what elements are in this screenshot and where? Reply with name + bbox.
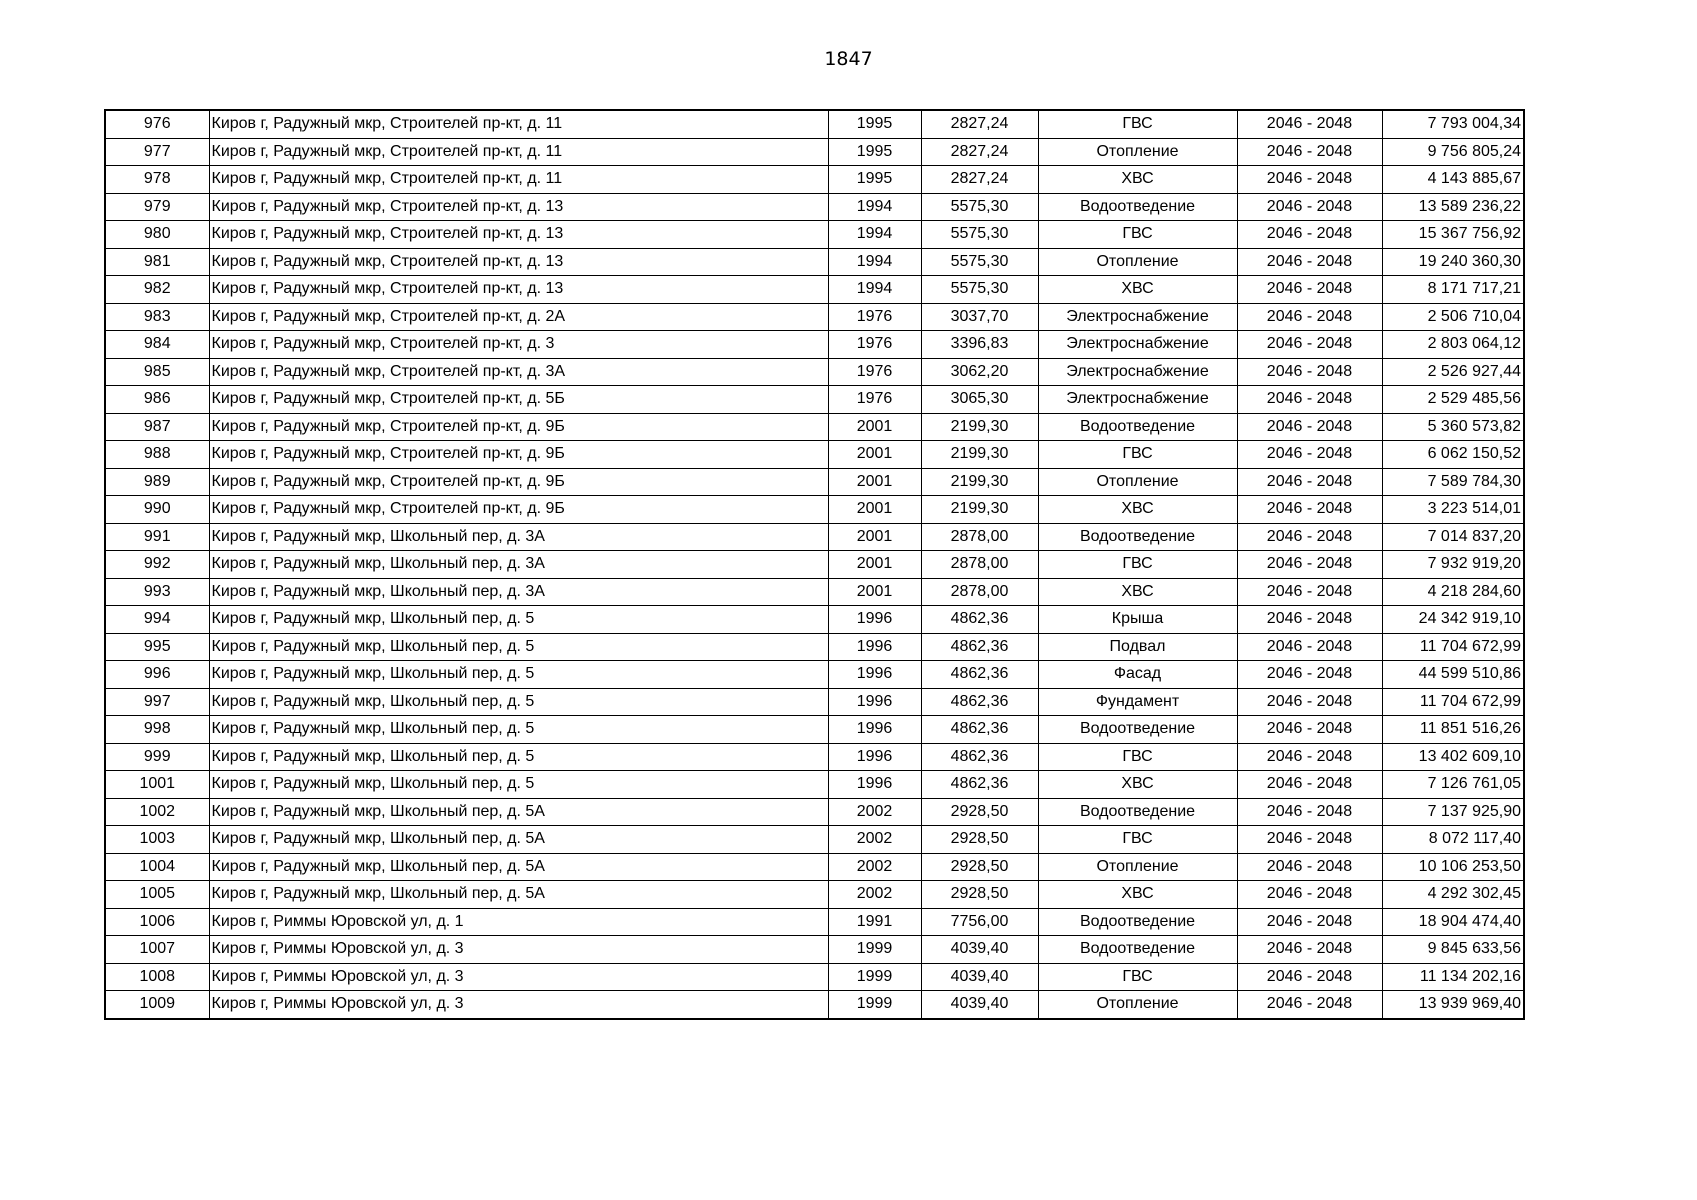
work-type-cell: ГВС bbox=[1038, 551, 1237, 579]
year-built-cell: 1995 bbox=[828, 110, 921, 138]
address-cell: Киров г, Риммы Юровской ул, д. 3 bbox=[209, 963, 828, 991]
year-built-cell: 1976 bbox=[828, 358, 921, 386]
address-cell: Киров г, Риммы Юровской ул, д. 1 bbox=[209, 908, 828, 936]
row-number-cell: 995 bbox=[105, 633, 209, 661]
row-number-cell: 1009 bbox=[105, 991, 209, 1019]
area-cell: 2827,24 bbox=[921, 166, 1038, 194]
period-cell: 2046 - 2048 bbox=[1237, 908, 1382, 936]
area-cell: 2928,50 bbox=[921, 853, 1038, 881]
cost-cell: 7 126 761,05 bbox=[1382, 771, 1524, 799]
year-built-cell: 1994 bbox=[828, 276, 921, 304]
cost-cell: 11 704 672,99 bbox=[1382, 688, 1524, 716]
area-cell: 2878,00 bbox=[921, 523, 1038, 551]
cost-cell: 4 143 885,67 bbox=[1382, 166, 1524, 194]
address-cell: Киров г, Радужный мкр, Строителей пр-кт, д. 3 bbox=[209, 331, 828, 359]
table-row bbox=[105, 826, 1524, 854]
cost-cell: 9 845 633,56 bbox=[1382, 936, 1524, 964]
period-cell: 2046 - 2048 bbox=[1237, 110, 1382, 138]
row-number-cell: 1007 bbox=[105, 936, 209, 964]
period-cell: 2046 - 2048 bbox=[1237, 138, 1382, 166]
period-cell: 2046 - 2048 bbox=[1237, 688, 1382, 716]
address-cell: Киров г, Радужный мкр, Строителей пр-кт, д. 9Б bbox=[209, 468, 828, 496]
row-number-cell: 1006 bbox=[105, 908, 209, 936]
area-cell: 3396,83 bbox=[921, 331, 1038, 359]
area-cell: 2199,30 bbox=[921, 468, 1038, 496]
area-cell: 4862,36 bbox=[921, 743, 1038, 771]
area-cell: 4862,36 bbox=[921, 688, 1038, 716]
area-cell: 2827,24 bbox=[921, 110, 1038, 138]
row-number-cell: 977 bbox=[105, 138, 209, 166]
address-cell: Киров г, Радужный мкр, Строителей пр-кт, д. 13 bbox=[209, 248, 828, 276]
row-number-cell: 978 bbox=[105, 166, 209, 194]
work-type-cell: Фундамент bbox=[1038, 688, 1237, 716]
area-cell: 4862,36 bbox=[921, 633, 1038, 661]
work-type-cell: Отопление bbox=[1038, 468, 1237, 496]
area-cell: 2878,00 bbox=[921, 551, 1038, 579]
period-cell: 2046 - 2048 bbox=[1237, 991, 1382, 1019]
period-cell: 2046 - 2048 bbox=[1237, 661, 1382, 689]
period-cell: 2046 - 2048 bbox=[1237, 386, 1382, 414]
address-cell: Киров г, Радужный мкр, Школьный пер, д. 5 bbox=[209, 661, 828, 689]
address-cell: Киров г, Радужный мкр, Строителей пр-кт, д. 13 bbox=[209, 276, 828, 304]
area-cell: 3065,30 bbox=[921, 386, 1038, 414]
work-type-cell: Электроснабжение bbox=[1038, 303, 1237, 331]
area-cell: 4862,36 bbox=[921, 606, 1038, 634]
table-row bbox=[105, 551, 1524, 579]
period-cell: 2046 - 2048 bbox=[1237, 881, 1382, 909]
address-cell: Киров г, Радужный мкр, Школьный пер, д. 5 bbox=[209, 606, 828, 634]
period-cell: 2046 - 2048 bbox=[1237, 853, 1382, 881]
row-number-cell: 993 bbox=[105, 578, 209, 606]
address-cell: Киров г, Риммы Юровской ул, д. 3 bbox=[209, 936, 828, 964]
row-number-cell: 987 bbox=[105, 413, 209, 441]
work-type-cell: Водоотведение bbox=[1038, 716, 1237, 744]
period-cell: 2046 - 2048 bbox=[1237, 303, 1382, 331]
area-cell: 3037,70 bbox=[921, 303, 1038, 331]
cost-cell: 7 932 919,20 bbox=[1382, 551, 1524, 579]
cost-cell: 13 939 969,40 bbox=[1382, 991, 1524, 1019]
work-type-cell: ХВС bbox=[1038, 166, 1237, 194]
table-row bbox=[105, 248, 1524, 276]
work-type-cell: Водоотведение bbox=[1038, 908, 1237, 936]
period-cell: 2046 - 2048 bbox=[1237, 413, 1382, 441]
area-cell: 5575,30 bbox=[921, 276, 1038, 304]
row-number-cell: 979 bbox=[105, 193, 209, 221]
table-row bbox=[105, 276, 1524, 304]
cost-cell: 24 342 919,10 bbox=[1382, 606, 1524, 634]
table-row bbox=[105, 606, 1524, 634]
address-cell: Киров г, Радужный мкр, Строителей пр-кт, д. 9Б bbox=[209, 496, 828, 524]
year-built-cell: 2002 bbox=[828, 826, 921, 854]
address-cell: Киров г, Радужный мкр, Школьный пер, д. 5А bbox=[209, 798, 828, 826]
cost-cell: 5 360 573,82 bbox=[1382, 413, 1524, 441]
table-row bbox=[105, 798, 1524, 826]
work-type-cell: ХВС bbox=[1038, 496, 1237, 524]
year-built-cell: 1991 bbox=[828, 908, 921, 936]
row-number-cell: 976 bbox=[105, 110, 209, 138]
cost-cell: 9 756 805,24 bbox=[1382, 138, 1524, 166]
row-number-cell: 998 bbox=[105, 716, 209, 744]
work-type-cell: Водоотведение bbox=[1038, 413, 1237, 441]
address-cell: Киров г, Радужный мкр, Школьный пер, д. 5А bbox=[209, 826, 828, 854]
cost-cell: 4 292 302,45 bbox=[1382, 881, 1524, 909]
year-built-cell: 1996 bbox=[828, 743, 921, 771]
cost-cell: 8 072 117,40 bbox=[1382, 826, 1524, 854]
work-type-cell: Водоотведение bbox=[1038, 798, 1237, 826]
period-cell: 2046 - 2048 bbox=[1237, 633, 1382, 661]
period-cell: 2046 - 2048 bbox=[1237, 606, 1382, 634]
area-cell: 4039,40 bbox=[921, 991, 1038, 1019]
period-cell: 2046 - 2048 bbox=[1237, 963, 1382, 991]
cost-cell: 7 014 837,20 bbox=[1382, 523, 1524, 551]
cost-cell: 7 589 784,30 bbox=[1382, 468, 1524, 496]
row-number-cell: 982 bbox=[105, 276, 209, 304]
year-built-cell: 2001 bbox=[828, 441, 921, 469]
table-row bbox=[105, 166, 1524, 194]
row-number-cell: 1001 bbox=[105, 771, 209, 799]
period-cell: 2046 - 2048 bbox=[1237, 826, 1382, 854]
area-cell: 4862,36 bbox=[921, 661, 1038, 689]
table-row bbox=[105, 331, 1524, 359]
year-built-cell: 2001 bbox=[828, 496, 921, 524]
work-type-cell: Отопление bbox=[1038, 991, 1237, 1019]
work-type-cell: ХВС bbox=[1038, 578, 1237, 606]
year-built-cell: 1976 bbox=[828, 303, 921, 331]
period-cell: 2046 - 2048 bbox=[1237, 743, 1382, 771]
row-number-cell: 996 bbox=[105, 661, 209, 689]
cost-cell: 44 599 510,86 bbox=[1382, 661, 1524, 689]
period-cell: 2046 - 2048 bbox=[1237, 331, 1382, 359]
row-number-cell: 985 bbox=[105, 358, 209, 386]
cost-cell: 18 904 474,40 bbox=[1382, 908, 1524, 936]
row-number-cell: 1003 bbox=[105, 826, 209, 854]
table-row bbox=[105, 908, 1524, 936]
table-row bbox=[105, 303, 1524, 331]
area-cell: 4039,40 bbox=[921, 963, 1038, 991]
work-type-cell: Отопление bbox=[1038, 138, 1237, 166]
year-built-cell: 1994 bbox=[828, 193, 921, 221]
work-type-cell: Отопление bbox=[1038, 248, 1237, 276]
work-type-cell: Крыша bbox=[1038, 606, 1237, 634]
year-built-cell: 1996 bbox=[828, 606, 921, 634]
row-number-cell: 997 bbox=[105, 688, 209, 716]
period-cell: 2046 - 2048 bbox=[1237, 248, 1382, 276]
address-cell: Киров г, Радужный мкр, Строителей пр-кт, д. 2А bbox=[209, 303, 828, 331]
table-row bbox=[105, 853, 1524, 881]
row-number-cell: 1004 bbox=[105, 853, 209, 881]
address-cell: Киров г, Радужный мкр, Строителей пр-кт, д. 3А bbox=[209, 358, 828, 386]
table-row bbox=[105, 468, 1524, 496]
cost-cell: 8 171 717,21 bbox=[1382, 276, 1524, 304]
year-built-cell: 1996 bbox=[828, 661, 921, 689]
year-built-cell: 1999 bbox=[828, 936, 921, 964]
year-built-cell: 1976 bbox=[828, 386, 921, 414]
area-cell: 2928,50 bbox=[921, 881, 1038, 909]
table-row bbox=[105, 661, 1524, 689]
work-type-cell: ГВС bbox=[1038, 441, 1237, 469]
table-row bbox=[105, 716, 1524, 744]
cost-cell: 11 704 672,99 bbox=[1382, 633, 1524, 661]
year-built-cell: 1996 bbox=[828, 688, 921, 716]
row-number-cell: 983 bbox=[105, 303, 209, 331]
cost-cell: 13 589 236,22 bbox=[1382, 193, 1524, 221]
work-type-cell: ГВС bbox=[1038, 743, 1237, 771]
area-cell: 3062,20 bbox=[921, 358, 1038, 386]
year-built-cell: 1994 bbox=[828, 248, 921, 276]
cost-cell: 19 240 360,30 bbox=[1382, 248, 1524, 276]
work-type-cell: ГВС bbox=[1038, 826, 1237, 854]
address-cell: Киров г, Радужный мкр, Строителей пр-кт, д. 11 bbox=[209, 166, 828, 194]
year-built-cell: 1996 bbox=[828, 771, 921, 799]
year-built-cell: 2001 bbox=[828, 578, 921, 606]
area-cell: 2199,30 bbox=[921, 441, 1038, 469]
year-built-cell: 2001 bbox=[828, 551, 921, 579]
cost-cell: 2 506 710,04 bbox=[1382, 303, 1524, 331]
table-row bbox=[105, 881, 1524, 909]
area-cell: 2199,30 bbox=[921, 496, 1038, 524]
cost-cell: 11 851 516,26 bbox=[1382, 716, 1524, 744]
row-number-cell: 990 bbox=[105, 496, 209, 524]
table-row bbox=[105, 991, 1524, 1019]
year-built-cell: 2001 bbox=[828, 523, 921, 551]
period-cell: 2046 - 2048 bbox=[1237, 578, 1382, 606]
year-built-cell: 1996 bbox=[828, 633, 921, 661]
period-cell: 2046 - 2048 bbox=[1237, 358, 1382, 386]
cost-cell: 4 218 284,60 bbox=[1382, 578, 1524, 606]
table-row bbox=[105, 386, 1524, 414]
area-cell: 2827,24 bbox=[921, 138, 1038, 166]
year-built-cell: 2001 bbox=[828, 468, 921, 496]
address-cell: Киров г, Радужный мкр, Школьный пер, д. 3А bbox=[209, 551, 828, 579]
row-number-cell: 988 bbox=[105, 441, 209, 469]
work-type-cell: Водоотведение bbox=[1038, 193, 1237, 221]
period-cell: 2046 - 2048 bbox=[1237, 276, 1382, 304]
year-built-cell: 1999 bbox=[828, 991, 921, 1019]
address-cell: Киров г, Радужный мкр, Школьный пер, д. 5 bbox=[209, 771, 828, 799]
work-type-cell: ХВС bbox=[1038, 771, 1237, 799]
area-cell: 7756,00 bbox=[921, 908, 1038, 936]
work-type-cell: Электроснабжение bbox=[1038, 386, 1237, 414]
year-built-cell: 1999 bbox=[828, 963, 921, 991]
area-cell: 4039,40 bbox=[921, 936, 1038, 964]
year-built-cell: 1994 bbox=[828, 221, 921, 249]
year-built-cell: 2001 bbox=[828, 413, 921, 441]
table-body bbox=[105, 110, 1524, 1019]
period-cell: 2046 - 2048 bbox=[1237, 523, 1382, 551]
table-row bbox=[105, 413, 1524, 441]
work-type-cell: Электроснабжение bbox=[1038, 358, 1237, 386]
table-row bbox=[105, 771, 1524, 799]
table-row bbox=[105, 193, 1524, 221]
work-type-cell: ГВС bbox=[1038, 221, 1237, 249]
table-row bbox=[105, 358, 1524, 386]
work-type-cell: Электроснабжение bbox=[1038, 331, 1237, 359]
work-type-cell: ХВС bbox=[1038, 276, 1237, 304]
works-table bbox=[104, 109, 1525, 1020]
area-cell: 4862,36 bbox=[921, 716, 1038, 744]
year-built-cell: 2002 bbox=[828, 853, 921, 881]
cost-cell: 2 526 927,44 bbox=[1382, 358, 1524, 386]
cost-cell: 2 803 064,12 bbox=[1382, 331, 1524, 359]
year-built-cell: 1995 bbox=[828, 166, 921, 194]
address-cell: Киров г, Радужный мкр, Школьный пер, д. 3А bbox=[209, 523, 828, 551]
address-cell: Киров г, Радужный мкр, Школьный пер, д. 5 bbox=[209, 633, 828, 661]
period-cell: 2046 - 2048 bbox=[1237, 798, 1382, 826]
year-built-cell: 2002 bbox=[828, 881, 921, 909]
table-row bbox=[105, 578, 1524, 606]
cost-cell: 7 137 925,90 bbox=[1382, 798, 1524, 826]
address-cell: Киров г, Радужный мкр, Строителей пр-кт, д. 9Б bbox=[209, 441, 828, 469]
period-cell: 2046 - 2048 bbox=[1237, 166, 1382, 194]
address-cell: Киров г, Радужный мкр, Школьный пер, д. 5 bbox=[209, 688, 828, 716]
address-cell: Киров г, Радужный мкр, Строителей пр-кт, д. 9Б bbox=[209, 413, 828, 441]
page-number: 1847 bbox=[824, 48, 873, 70]
area-cell: 2199,30 bbox=[921, 413, 1038, 441]
row-number-cell: 994 bbox=[105, 606, 209, 634]
period-cell: 2046 - 2048 bbox=[1237, 441, 1382, 469]
table-row bbox=[105, 743, 1524, 771]
area-cell: 5575,30 bbox=[921, 193, 1038, 221]
work-type-cell: Отопление bbox=[1038, 853, 1237, 881]
cost-cell: 2 529 485,56 bbox=[1382, 386, 1524, 414]
period-cell: 2046 - 2048 bbox=[1237, 193, 1382, 221]
cost-cell: 10 106 253,50 bbox=[1382, 853, 1524, 881]
period-cell: 2046 - 2048 bbox=[1237, 496, 1382, 524]
address-cell: Киров г, Радужный мкр, Строителей пр-кт, д. 13 bbox=[209, 193, 828, 221]
address-cell: Киров г, Радужный мкр, Строителей пр-кт, д. 5Б bbox=[209, 386, 828, 414]
work-type-cell: Водоотведение bbox=[1038, 936, 1237, 964]
table-row bbox=[105, 221, 1524, 249]
cost-cell: 3 223 514,01 bbox=[1382, 496, 1524, 524]
period-cell: 2046 - 2048 bbox=[1237, 221, 1382, 249]
address-cell: Киров г, Радужный мкр, Строителей пр-кт, д. 11 bbox=[209, 110, 828, 138]
table-row bbox=[105, 633, 1524, 661]
table-row bbox=[105, 138, 1524, 166]
table-row bbox=[105, 441, 1524, 469]
row-number-cell: 1002 bbox=[105, 798, 209, 826]
row-number-cell: 984 bbox=[105, 331, 209, 359]
row-number-cell: 986 bbox=[105, 386, 209, 414]
row-number-cell: 981 bbox=[105, 248, 209, 276]
address-cell: Киров г, Радужный мкр, Строителей пр-кт, д. 13 bbox=[209, 221, 828, 249]
address-cell: Киров г, Радужный мкр, Школьный пер, д. 5А bbox=[209, 881, 828, 909]
address-cell: Киров г, Радужный мкр, Школьный пер, д. 5 bbox=[209, 743, 828, 771]
row-number-cell: 989 bbox=[105, 468, 209, 496]
period-cell: 2046 - 2048 bbox=[1237, 551, 1382, 579]
address-cell: Киров г, Риммы Юровской ул, д. 3 bbox=[209, 991, 828, 1019]
year-built-cell: 1996 bbox=[828, 716, 921, 744]
work-type-cell: ГВС bbox=[1038, 963, 1237, 991]
area-cell: 2928,50 bbox=[921, 826, 1038, 854]
work-type-cell: ХВС bbox=[1038, 881, 1237, 909]
work-type-cell: Фасад bbox=[1038, 661, 1237, 689]
area-cell: 5575,30 bbox=[921, 221, 1038, 249]
area-cell: 5575,30 bbox=[921, 248, 1038, 276]
year-built-cell: 1976 bbox=[828, 331, 921, 359]
row-number-cell: 991 bbox=[105, 523, 209, 551]
period-cell: 2046 - 2048 bbox=[1237, 771, 1382, 799]
work-type-cell: Водоотведение bbox=[1038, 523, 1237, 551]
table-row bbox=[105, 688, 1524, 716]
area-cell: 2928,50 bbox=[921, 798, 1038, 826]
work-type-cell: ГВС bbox=[1038, 110, 1237, 138]
table-row bbox=[105, 110, 1524, 138]
year-built-cell: 1995 bbox=[828, 138, 921, 166]
row-number-cell: 999 bbox=[105, 743, 209, 771]
period-cell: 2046 - 2048 bbox=[1237, 936, 1382, 964]
year-built-cell: 2002 bbox=[828, 798, 921, 826]
cost-cell: 7 793 004,34 bbox=[1382, 110, 1524, 138]
row-number-cell: 1005 bbox=[105, 881, 209, 909]
area-cell: 4862,36 bbox=[921, 771, 1038, 799]
period-cell: 2046 - 2048 bbox=[1237, 468, 1382, 496]
table-row bbox=[105, 936, 1524, 964]
table-row bbox=[105, 963, 1524, 991]
address-cell: Киров г, Радужный мкр, Школьный пер, д. 5А bbox=[209, 853, 828, 881]
row-number-cell: 992 bbox=[105, 551, 209, 579]
row-number-cell: 980 bbox=[105, 221, 209, 249]
period-cell: 2046 - 2048 bbox=[1237, 716, 1382, 744]
cost-cell: 15 367 756,92 bbox=[1382, 221, 1524, 249]
row-number-cell: 1008 bbox=[105, 963, 209, 991]
work-type-cell: Подвал bbox=[1038, 633, 1237, 661]
address-cell: Киров г, Радужный мкр, Школьный пер, д. 5 bbox=[209, 716, 828, 744]
area-cell: 2878,00 bbox=[921, 578, 1038, 606]
cost-cell: 6 062 150,52 bbox=[1382, 441, 1524, 469]
address-cell: Киров г, Радужный мкр, Школьный пер, д. 3А bbox=[209, 578, 828, 606]
cost-cell: 11 134 202,16 bbox=[1382, 963, 1524, 991]
table-row bbox=[105, 523, 1524, 551]
cost-cell: 13 402 609,10 bbox=[1382, 743, 1524, 771]
table-row bbox=[105, 496, 1524, 524]
address-cell: Киров г, Радужный мкр, Строителей пр-кт, д. 11 bbox=[209, 138, 828, 166]
